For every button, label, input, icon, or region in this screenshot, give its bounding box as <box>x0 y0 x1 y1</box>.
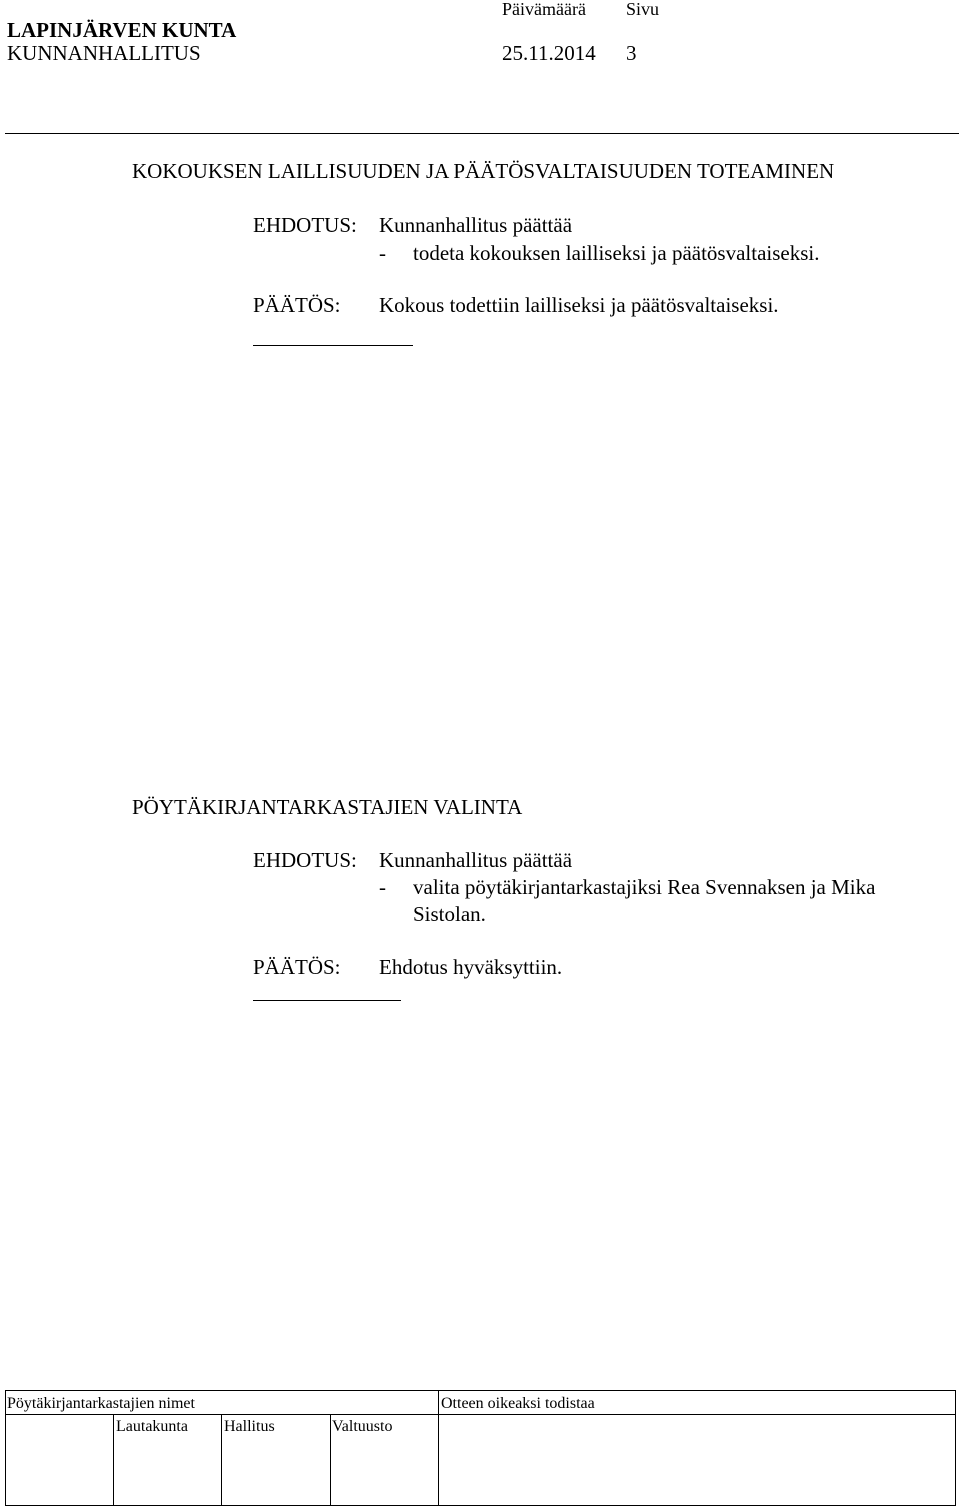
date-label: Päivämäärä <box>502 0 586 19</box>
section-end-rule <box>253 1000 401 1001</box>
table-right-border <box>955 1390 956 1506</box>
section-end-rule <box>253 345 413 346</box>
decision-text: Kokous todettiin lailliseksi ja päätösvaltaiseksi. <box>379 293 779 317</box>
proposal-item-line1: valita pöytäkirjantarkastajiksi Rea Svennaksen ja Mika <box>413 875 876 899</box>
header-divider <box>5 133 959 134</box>
table-col-divider <box>221 1414 222 1506</box>
table-left-border <box>5 1390 6 1506</box>
proposal-item-line2: Sistolan. <box>413 902 486 926</box>
decision-label: PÄÄTÖS: <box>253 293 341 317</box>
proposal-label: EHDOTUS: <box>253 848 357 872</box>
meeting-date: 25.11.2014 <box>502 41 596 65</box>
page-label: Sivu <box>626 0 660 19</box>
proposal-intro: Kunnanhallitus päättää <box>379 213 573 237</box>
proposal-label: EHDOTUS: <box>253 213 357 237</box>
proposal-intro: Kunnanhallitus päättää <box>379 848 573 872</box>
section-heading-legality: KOKOUKSEN LAILLISUUDEN JA PÄÄTÖSVALTAISUUDEN TOTEAMINEN <box>132 159 835 183</box>
certify-label: Otteen oikeaksi todistaa <box>441 1395 595 1412</box>
table-bottom-border <box>5 1505 956 1506</box>
column-council: Valtuusto <box>332 1418 393 1435</box>
table-header-border <box>5 1414 956 1415</box>
decision-label: PÄÄTÖS: <box>253 955 341 979</box>
list-bullet: - <box>379 241 386 265</box>
proposal-item: todeta kokouksen lailliseksi ja päätösvaltaiseksi. <box>413 241 820 265</box>
organization-name: LAPINJÄRVEN KUNTA <box>7 18 237 42</box>
page-number: 3 <box>626 41 637 65</box>
table-top-border <box>5 1390 956 1391</box>
inspectors-names-label: Pöytäkirjantarkastajien nimet <box>7 1395 195 1412</box>
table-col-divider <box>438 1390 439 1506</box>
column-committee: Lautakunta <box>116 1418 188 1435</box>
table-col-divider <box>113 1414 114 1506</box>
table-col-divider <box>330 1414 331 1506</box>
decision-text: Ehdotus hyväksyttiin. <box>379 955 563 979</box>
section-heading-inspectors: PÖYTÄKIRJANTARKASTAJIEN VALINTA <box>132 795 523 819</box>
list-bullet: - <box>379 875 386 899</box>
body-name: KUNNANHALLITUS <box>7 41 201 65</box>
column-board: Hallitus <box>224 1418 275 1435</box>
